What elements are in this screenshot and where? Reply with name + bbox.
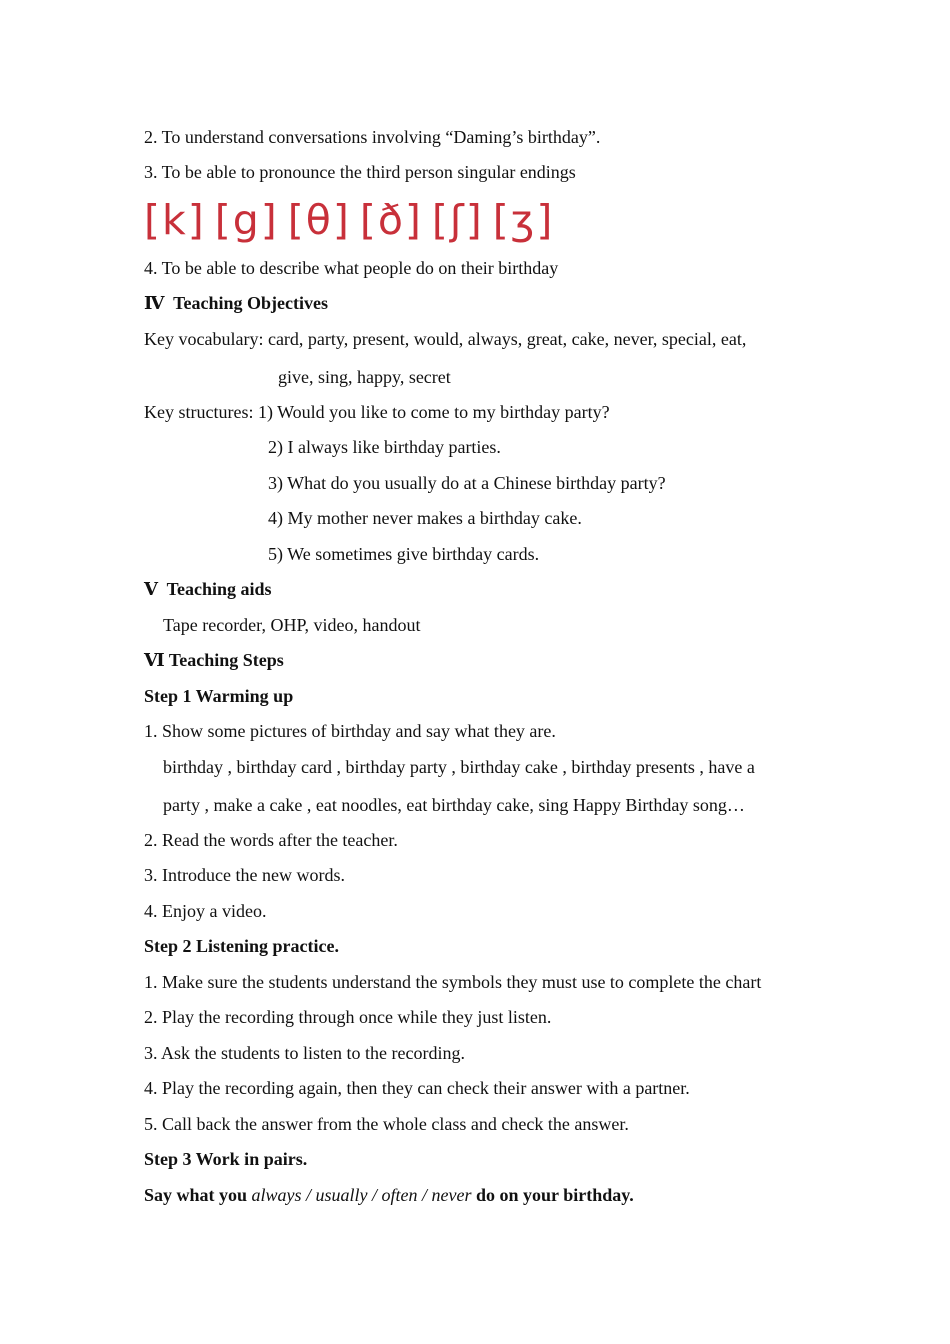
- key-vocabulary-line-1: Key vocabulary: card, party, present, would, always, great, cake, never, special, eat,: [144, 329, 747, 349]
- key-structure-3: 3) What do you usually do at a Chinese birthday party?: [268, 473, 666, 493]
- section-title: Teaching Steps: [168, 650, 284, 670]
- step-3-prompt: [144, 1184, 634, 1206]
- step-1-item-3: 3. Introduce the new words.: [144, 865, 345, 885]
- step-1-item-1: 1. Show some pictures of birthday and say what they are.: [144, 721, 556, 741]
- objective-item-2: 2. To understand conversations involving “Daming’s birthday”.: [144, 127, 601, 147]
- objective-item-4: 4. To be able to describe what people do on their birthday: [144, 258, 559, 278]
- section-title: Teaching aids: [166, 579, 272, 599]
- phonetic-symbol-esh: [ʃ]: [431, 196, 484, 244]
- section-heading-teaching-objectives: [144, 292, 328, 314]
- prompt-start: Say what you: [144, 1185, 252, 1205]
- objective-item-3: 3. To be able to pronounce the third person singular endings: [144, 162, 576, 182]
- phonetic-symbol-theta: [θ]: [287, 196, 351, 244]
- phonetic-symbol-ezh: [ʒ]: [492, 196, 555, 244]
- key-vocabulary-line-2: give, sing, happy, secret: [278, 367, 451, 387]
- step-1-words-line-1: birthday , birthday card , birthday party , birthday cake , birthday presents , have a: [163, 757, 755, 777]
- step-2-item-3: 3. Ask the students to listen to the recording.: [144, 1043, 465, 1063]
- step-2-item-1: 1. Make sure the students understand the symbols they must use to complete the chart: [144, 972, 762, 992]
- phonetic-symbols-image: [144, 194, 563, 246]
- teaching-aids-list: Tape recorder, OHP, video, handout: [163, 615, 421, 635]
- step-1-item-4: 4. Enjoy a video.: [144, 901, 267, 921]
- step-1-item-2: 2. Read the words after the teacher.: [144, 830, 398, 850]
- phonetic-symbol-k: [k]: [144, 196, 206, 244]
- section-numeral: Ⅵ: [144, 650, 165, 670]
- step-2-item-4: 4. Play the recording again, then they can check their answer with a partner.: [144, 1078, 690, 1098]
- step-1-words-line-2: party , make a cake , eat noodles, eat birthday cake, sing Happy Birthday song…: [163, 795, 745, 815]
- step-3-title: Step 3 Work in pairs.: [144, 1149, 308, 1169]
- section-numeral: Ⅳ: [144, 293, 165, 313]
- prompt-end: do on your birthday.: [471, 1185, 634, 1205]
- key-structure-2: 2) I always like birthday parties.: [268, 437, 501, 457]
- key-structure-1: Key structures: 1) Would you like to come to my birthday party?: [144, 402, 610, 422]
- section-numeral: Ⅴ: [144, 579, 158, 599]
- section-title: Teaching Objectives: [173, 293, 328, 313]
- phonetic-symbol-eth: [ð]: [359, 196, 423, 244]
- step-2-item-2: 2. Play the recording through once while they just listen.: [144, 1007, 552, 1027]
- section-heading-teaching-aids: [144, 578, 272, 600]
- prompt-frequency-words: always / usually / often / never: [251, 1185, 472, 1205]
- section-heading-teaching-steps: [144, 649, 284, 671]
- phonetic-symbol-g: [g]: [214, 196, 279, 244]
- step-2-item-5: 5. Call back the answer from the whole class and check the answer.: [144, 1114, 629, 1134]
- key-structure-5: 5) We sometimes give birthday cards.: [268, 544, 540, 564]
- step-2-title: Step 2 Listening practice.: [144, 936, 339, 956]
- key-structure-4: 4) My mother never makes a birthday cake.: [268, 508, 582, 528]
- step-1-title: Step 1 Warming up: [144, 686, 294, 706]
